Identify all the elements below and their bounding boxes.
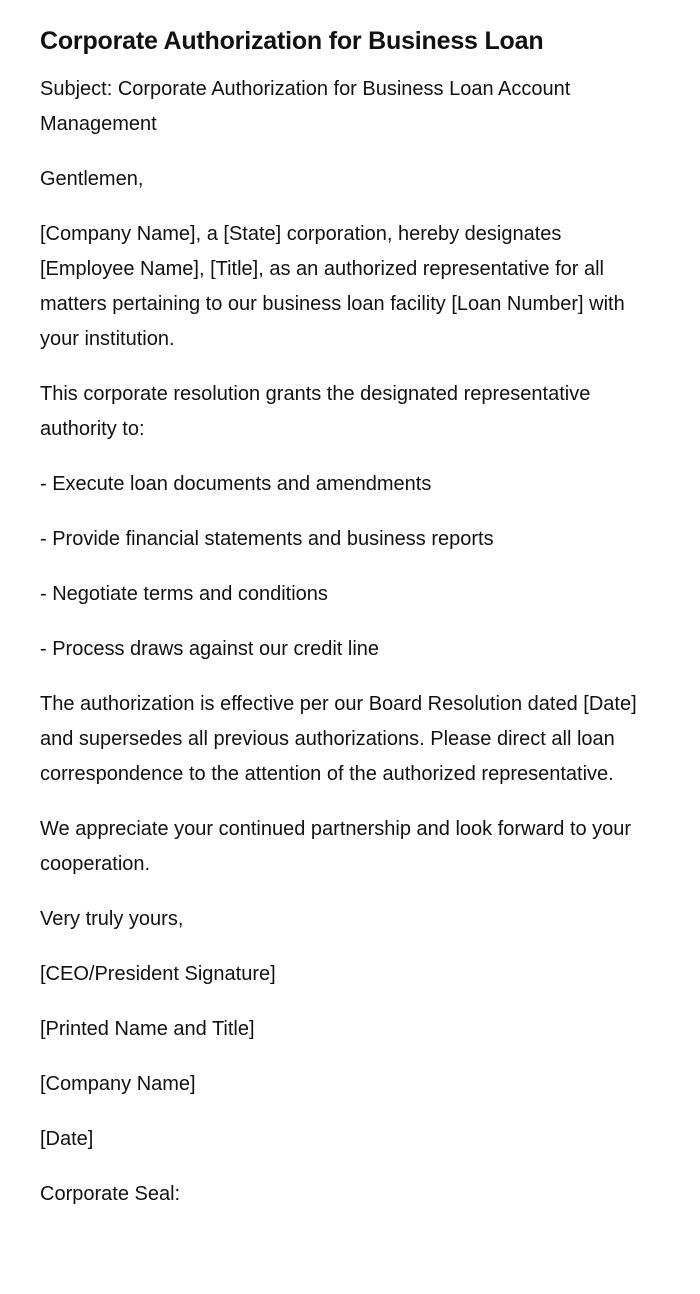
authority-list-item: - Process draws against our credit line (40, 638, 380, 660)
company-name: [Company Name] (40, 1073, 196, 1095)
authority-list-item: - Provide financial statements and business reports (40, 528, 494, 550)
closing-paragraph: We appreciate your continued partnership and look forward to your cooperation. (40, 818, 632, 875)
authority-list-item: - Negotiate terms and conditions (40, 583, 328, 605)
subject-line: Subject: Corporate Authorization for Business Loan Account Management (40, 78, 571, 135)
authority-intro-paragraph: This corporate resolution grants the designated representative authority to: (40, 383, 591, 440)
signature-placeholder: [CEO/President Signature] (40, 963, 276, 985)
valediction: Very truly yours, (40, 908, 184, 930)
printed-name-title: [Printed Name and Title] (40, 1018, 255, 1040)
signature-date: [Date] (40, 1128, 94, 1150)
effective-paragraph: The authorization is effective per our Board Resolution dated [Date] and supersedes all previous authorizations. Please direct all loan correspondence to the attention of the authorized representative. (40, 693, 637, 785)
corporate-seal-label: Corporate Seal: (40, 1183, 181, 1205)
salutation: Gentlemen, (40, 168, 144, 190)
authority-list-item: - Execute loan documents and amendments (40, 473, 432, 495)
document-title: Corporate Authorization for Business Loan (40, 27, 544, 55)
designation-paragraph: [Company Name], a [State] corporation, hereby designates [Employee Name], [Title], as an authorized representative for all matters pertaining to our business loan facility [Loan Number] with your institution. (40, 223, 625, 350)
